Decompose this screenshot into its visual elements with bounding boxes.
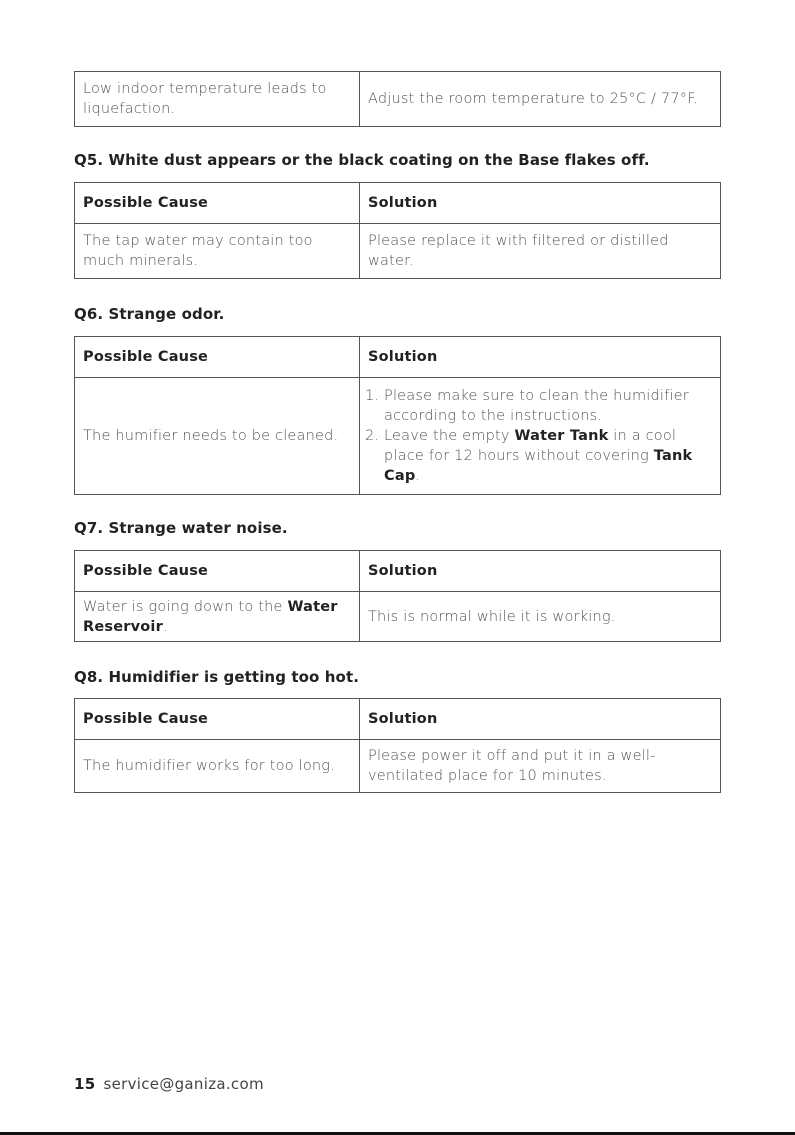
q5-header-solution: Solution xyxy=(360,183,721,224)
q4-solution-cell: Adjust the room temperature to 25°C / 77°F. xyxy=(360,72,721,127)
q8-title: Q8. Humidifier is getting too hot. xyxy=(74,668,360,686)
q4-cause-cell: Low indoor temperature leads to liquefaction. xyxy=(75,72,360,127)
q8-table xyxy=(74,698,721,793)
q6-cause-cell: The humifier needs to be cleaned. xyxy=(75,378,360,495)
q6-step-1: 1. Please make sure to clean the humidifier according to the instructions. xyxy=(384,386,712,426)
q8-header-cause: Possible Cause xyxy=(75,699,360,740)
q7-cause-cell: Water is going down to the Water Reservoir. xyxy=(75,592,360,642)
q5-title: Q5. White dust appears or the black coating on the Base flakes off. xyxy=(74,151,650,169)
q7-solution-cell: This is normal while it is working. xyxy=(360,592,721,642)
q8-cause-cell: The humidifier works for too long. xyxy=(75,740,360,793)
q7-header-cause: Possible Cause xyxy=(75,551,360,592)
q5-solution-cell: Please replace it with filtered or distilled water. xyxy=(360,224,721,279)
q8-header-solution: Solution xyxy=(360,699,721,740)
page-number: 15 xyxy=(74,1075,96,1093)
q6-header-solution: Solution xyxy=(360,337,721,378)
q8-solution-cell: Please power it off and put it in a well-ventilated place for 10 minutes. xyxy=(360,740,721,793)
q6-step-2: 2. Leave the empty Water Tank in a cool place for 12 hours without covering Tank Cap. xyxy=(384,426,712,486)
q6-solution-cell xyxy=(360,378,721,495)
page-footer xyxy=(74,1075,264,1093)
q4-table xyxy=(74,71,721,127)
q5-table xyxy=(74,182,721,279)
q6-solution-steps xyxy=(368,386,712,486)
q5-header-cause: Possible Cause xyxy=(75,183,360,224)
q7-title: Q7. Strange water noise. xyxy=(74,519,288,537)
support-email: service@ganiza.com xyxy=(103,1075,264,1093)
q6-header-cause: Possible Cause xyxy=(75,337,360,378)
q7-header-solution: Solution xyxy=(360,551,721,592)
q6-table xyxy=(74,336,721,495)
q7-table xyxy=(74,550,721,642)
q5-cause-cell: The tap water may contain too much minerals. xyxy=(75,224,360,279)
q6-title: Q6. Strange odor. xyxy=(74,305,225,323)
